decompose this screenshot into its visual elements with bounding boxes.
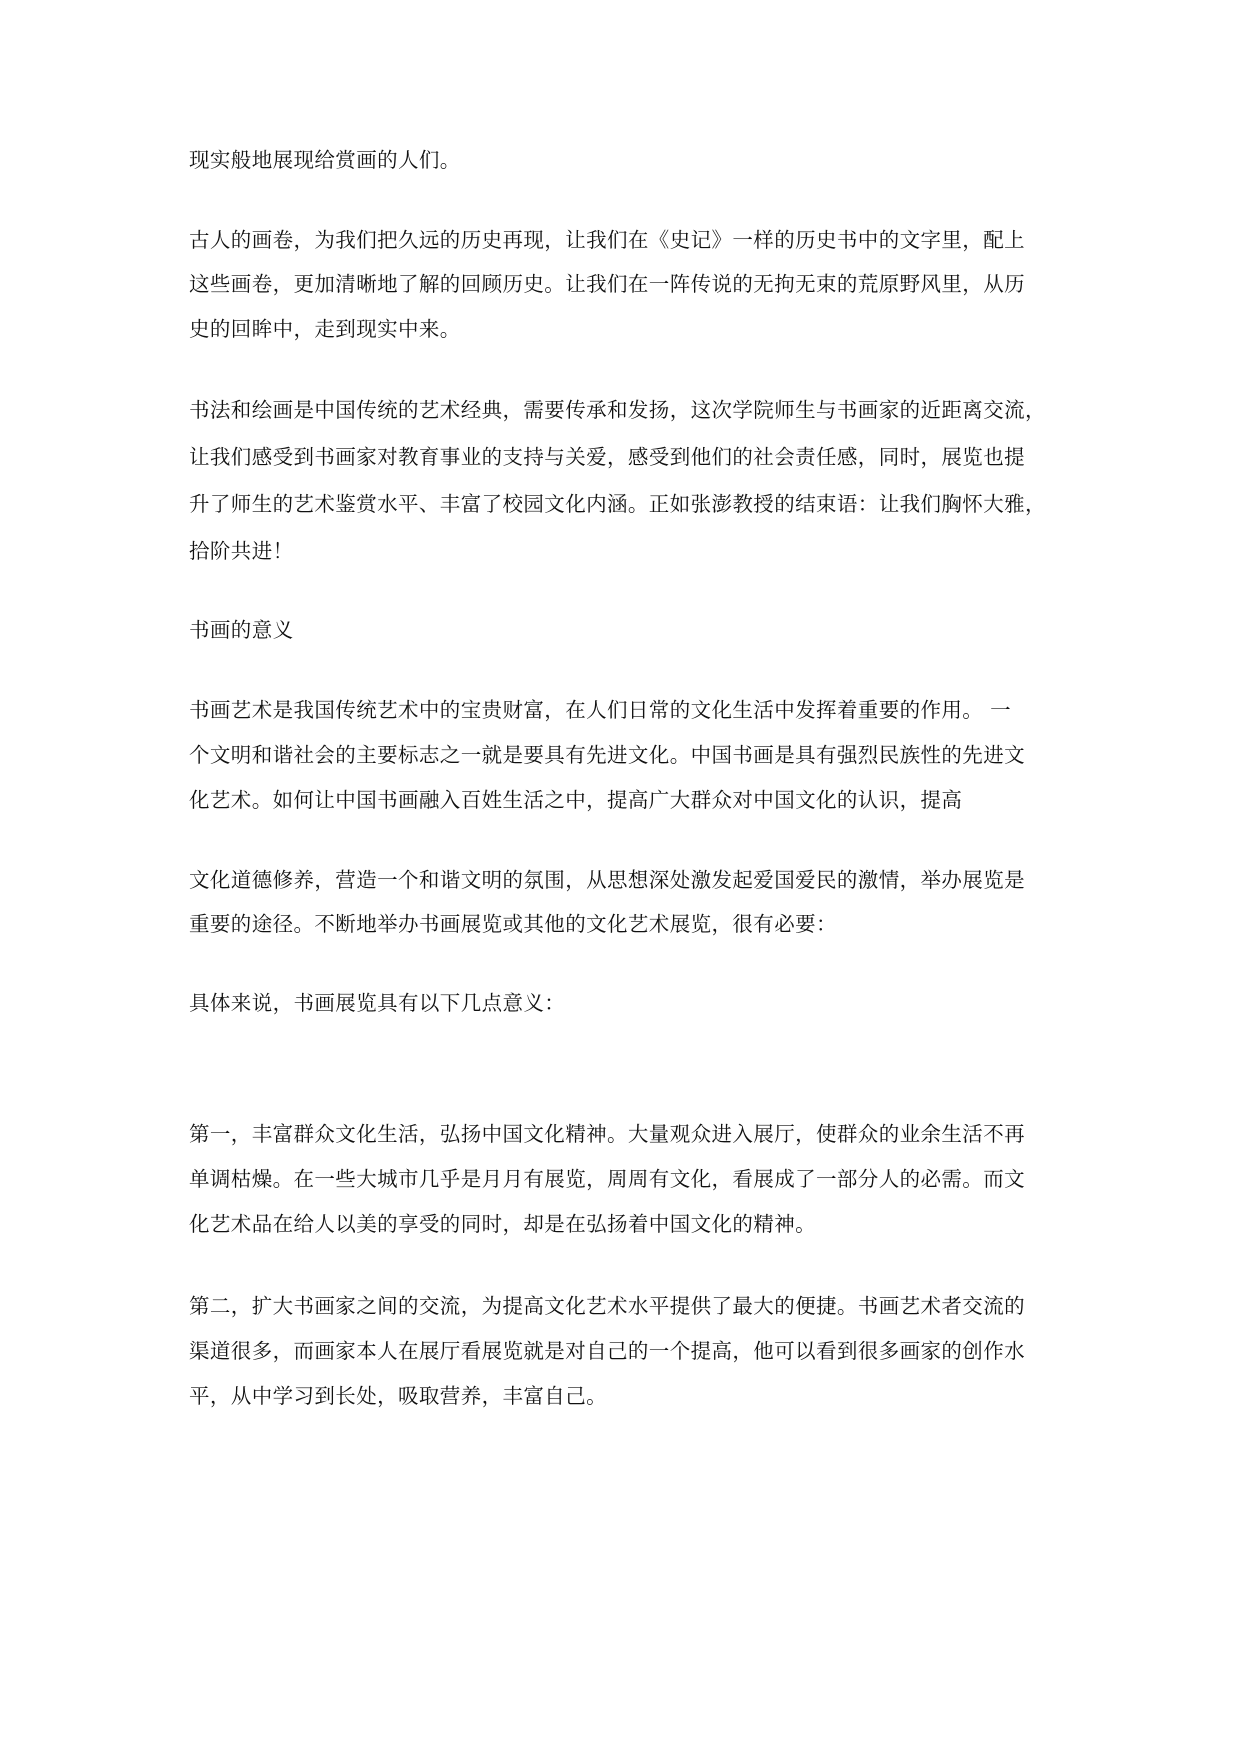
text-line-10: 书画艺术是我国传统艺术中的宝贵财富，在人们日常的文化生活中发挥着重要的作用。 一 (189, 698, 1012, 722)
text-line-7: 升了师生的艺术鉴赏水平、丰富了校园文化内涵。正如张澎教授的结束语：让我们胸怀大雅， (189, 492, 1046, 516)
text-line-13: 文化道德修养，营造一个和谐文明的氛围，从思想深处激发起爱国爱民的激情，举办展览是 (189, 868, 1025, 892)
text-line-5: 书法和绘画是中国传统的艺术经典，需要传承和发扬，这次学院师生与书画家的近距离交流， (189, 398, 1046, 422)
text-line-20: 渠道很多，而画家本人在展厅看展览就是对自己的一个提高，他可以看到很多画家的创作水 (189, 1339, 1025, 1363)
text-line-19: 第二，扩大书画家之间的交流，为提高文化艺术水平提供了最大的便捷。书画艺术者交流的 (189, 1294, 1025, 1318)
text-line-17: 单调枯燥。在一些大城市几乎是月月有展览，周周有文化，看展成了一部分人的必需。而文 (189, 1167, 1025, 1191)
section-heading: 书画的意义 (189, 618, 294, 642)
text-line-11: 个文明和谐社会的主要标志之一就是要具有先进文化。中国书画是具有强烈民族性的先进文 (189, 743, 1025, 767)
text-line-21: 平，从中学习到长处，吸取营养，丰富自己。 (189, 1384, 607, 1408)
text-line-2: 古人的画卷，为我们把久远的历史再现，让我们在《史记》一样的历史书中的文字里，配上 (189, 228, 1025, 252)
text-line-15: 具体来说，书画展览具有以下几点意义： (189, 991, 566, 1015)
text-line-3: 这些画卷，更加清晰地了解的回顾历史。让我们在一阵传说的无拘无束的荒原野风里，从历 (189, 272, 1025, 296)
text-line-6: 让我们感受到书画家对教育事业的支持与关爱，感受到他们的社会责任感，同时，展览也提 (189, 445, 1025, 469)
text-line-12: 化艺术。如何让中国书画融入百姓生活之中，提高广大群众对中国文化的认识，提高 (189, 788, 963, 812)
text-line-8: 拾阶共进！ (189, 539, 294, 563)
text-line-1: 现实般地展现给赏画的人们。 (189, 148, 461, 172)
text-line-16: 第一，丰富群众文化生活，弘扬中国文化精神。大量观众进入展厅，使群众的业余生活不再 (189, 1122, 1025, 1146)
text-line-18: 化艺术品在给人以美的享受的同时，却是在弘扬着中国文化的精神。 (189, 1212, 816, 1236)
text-line-14: 重要的途径。不断地举办书画展览或其他的文化艺术展览，很有必要： (189, 912, 837, 936)
text-line-4: 史的回眸中，走到现实中来。 (189, 317, 461, 341)
